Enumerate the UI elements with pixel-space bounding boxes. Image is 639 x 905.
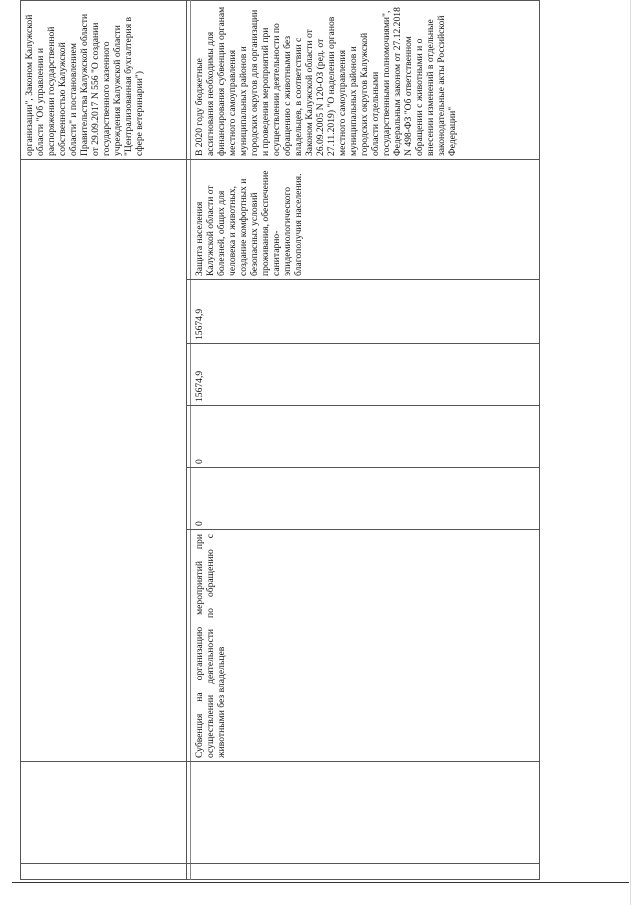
value-2: 0 bbox=[194, 459, 205, 464]
value-4-cell bbox=[192, 280, 540, 344]
page-bottom-rule bbox=[12, 882, 629, 883]
value-3: 15674,9 bbox=[194, 370, 205, 402]
name-cell bbox=[192, 530, 540, 762]
legal-basis-text: В 2020 году бюджетные ассигнования необходимы для финансирования субвенции органам местного самоуправления муниципальных районов и городских округов для организации и проведения мероприятий при осуществлении деятельности по обращению с животными без владельцев, в соответствии с Законом Калужской области от 26.09.2005 N 120-ОЗ (ред. от 27.11.2019) "О наделении органов местного самоуправления муниципальных районов и городских округов Калужской области отдельными государственными полномочиями", Федеральным законом от 27.12.2018 N 498-ФЗ "Об ответственном обращении с животными и о внесении изменений в отдельные законодательные акты Российской Федерации" bbox=[194, 6, 458, 156]
legal-basis-cell bbox=[192, 1, 540, 160]
col-divider-0 bbox=[20, 863, 540, 864]
value-3-cell bbox=[192, 344, 540, 406]
value-1: 0 bbox=[194, 521, 205, 526]
legal-basis-continuation-cell bbox=[22, 1, 186, 160]
subvention-name: Субвенция на организацию мероприятий при осуществлении деятельности по обращению с животными без владельцев bbox=[194, 534, 227, 758]
purpose-text: Защита населения Калужской области от болезней, общих для человека и животных, создание комфортных и безопасных условий проживания, обеспечение санитарно-эпидемиологического благополучия населения. bbox=[194, 170, 304, 276]
value-1-cell bbox=[192, 468, 540, 530]
table-top-border bbox=[20, 0, 21, 880]
value-2-cell bbox=[192, 406, 540, 468]
purpose-cell bbox=[192, 160, 540, 280]
scan-edge bbox=[630, 0, 631, 905]
legal-basis-continuation-text: организации", Законом Калужской области "Об управлении и распоряжении государственной собственностью Калужской области" и постановлением Правительства Калужской области от 29.09.2017 N 556 "О создании государственного казенного учреждения Калужской области "Централизованная бухгалтерия в сфере ветеринарии") bbox=[24, 13, 145, 156]
row-separator bbox=[186, 0, 187, 880]
table-left-border bbox=[20, 879, 540, 880]
rotated-table bbox=[20, 0, 540, 880]
value-4: 15674,9 bbox=[194, 308, 205, 340]
row-separator-double bbox=[190, 0, 191, 880]
